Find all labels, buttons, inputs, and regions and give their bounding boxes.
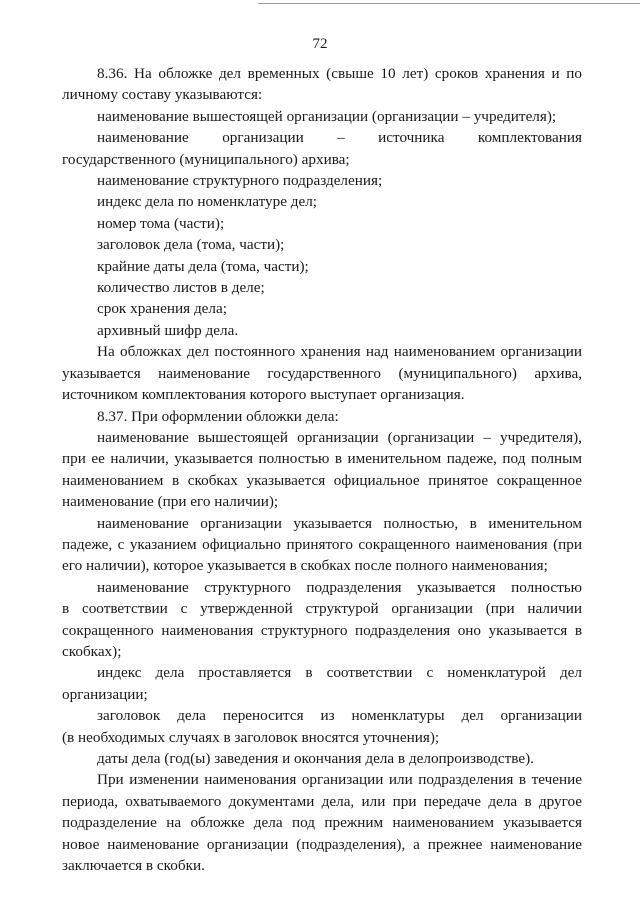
text-line: индекс дела по номенклатуре дел; (97, 193, 318, 211)
text-line: организации; (62, 685, 148, 703)
text-line: указывается наименование государственного (муниципального) архива, (62, 364, 582, 382)
text-line: архивный шифр дела. (97, 321, 239, 339)
text-line: наименование структурного подразделения указывается полностью (97, 578, 582, 596)
text-line: 8.36. На обложке дел временных (свыше 10 лет) сроков хранения и по (97, 65, 582, 82)
document-body (62, 63, 582, 876)
text-line: падеже, с указанием официально принятого сокращенного наименования (при (62, 535, 582, 553)
page-number: 72 (312, 36, 328, 52)
text-line: При изменении наименования организации или подразделения в течение (97, 771, 582, 789)
text-line: (в необходимых случаях в заголовок вносятся уточнения); (62, 728, 440, 746)
text-line: наименование структурного подразделения; (97, 172, 383, 190)
text-line: индекс дела проставляется в соответствии с номенклатурой дел (97, 664, 582, 682)
text-line: источником комплектования которого выступает организация. (62, 386, 465, 404)
text-line: периода, охватываемого документами дела, или при передаче дела в другое (62, 792, 582, 810)
text-line: наименование вышестоящей организации (организации – учредителя); (97, 107, 557, 125)
text-line: заключается в скобки. (62, 857, 205, 875)
text-line: скобках); (62, 642, 122, 660)
text-line: даты дела (год(ы) заведения и окончания дела в делопроизводстве). (97, 750, 534, 767)
text-line: наименованием в скобках указывается официальное принятое сокращенное (62, 471, 582, 489)
text-line: заголовок дела (тома, части); (97, 236, 285, 254)
text-line: наименование (при его наличии); (62, 493, 279, 511)
text-line: сокращенного наименования структурного подразделения оно указывается в (62, 621, 582, 639)
text-line: наименование организации – источника комплектования (97, 129, 582, 147)
text-line: наименование вышестоящей организации (организации – учредителя), (97, 428, 582, 446)
text-line: государственного (муниципального) архива; (62, 150, 350, 168)
text-line: подразделение на обложке дела под прежним наименованием указывается (62, 814, 582, 832)
text-line: личному составу указываются: (62, 86, 263, 104)
text-line: номер тома (части); (97, 214, 225, 232)
scan-top-edge-line (258, 3, 640, 4)
text-line: 8.37. При оформлении обложки дела: (97, 407, 339, 425)
text-line: новое наименование организации (подразделения), а прежнее наименование (62, 835, 582, 853)
text-line: крайние даты дела (тома, части); (97, 257, 309, 275)
text-line: его наличии), которое указывается в скобках после полного наименования; (62, 557, 548, 575)
text-line: На обложках дел постоянного хранения над наименованием организации (97, 343, 582, 361)
text-line: количество листов в деле; (97, 279, 265, 297)
text-line: заголовок дела переносится из номенклатуры дел организации (97, 707, 582, 725)
text-line: в соответствии с утвержденной структурой организации (при наличии (62, 600, 582, 618)
text-line: срок хранения дела; (97, 300, 227, 318)
text-line: наименование организации указывается полностью, в именительном (97, 514, 582, 532)
text-line: при ее наличии, указывается полностью в именительном падеже, под полным (62, 450, 582, 468)
